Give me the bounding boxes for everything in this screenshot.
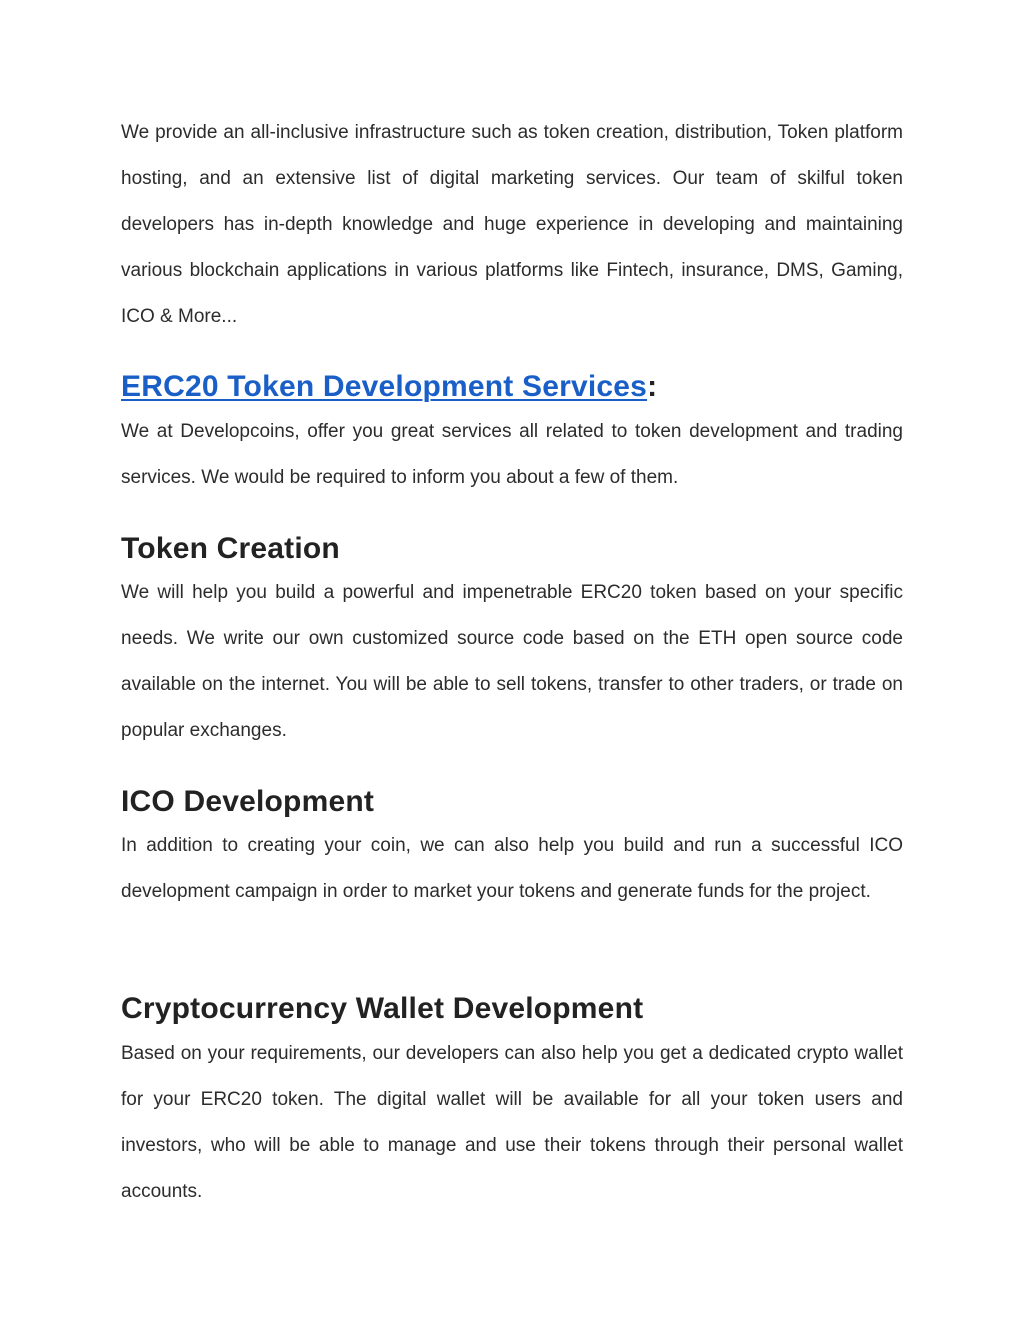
ico-development-heading: ICO Development [121,785,375,818]
erc20-services-paragraph: We at Developcoins, offer you great services all related to token development and trading services. We would be required to inform you about a few of them. [121,421,903,488]
erc20-services-heading [121,369,903,405]
wallet-development-paragraph: Based on your requirements, our developers can also help you get a dedicated crypto wallet for your ERC20 token. The digital wallet will be available for all your token users and investors, who will be able to manage and use their tokens through their personal wallet accounts. [121,1043,903,1202]
ico-development-paragraph: In addition to creating your coin, we can also help you build and run a successful ICO development campaign in order to market your tokens and generate funds for the project. [121,835,903,902]
heading-colon: : [647,370,658,403]
intro-paragraph: We provide an all-inclusive infrastructure such as token creation, distribution, Token platform hosting, and an extensive list of digital marketing services. Our team of skilful token developers has in-depth knowledge and huge experience in developing and maintaining various blockchain applications in various platforms like Fintech, insurance, DMS, Gaming, ICO & More... [121,122,903,327]
erc20-services-link[interactable]: ERC20 Token Development Services [121,370,648,403]
token-creation-paragraph: We will help you build a powerful and impenetrable ERC20 token based on your specific needs. We write our own customized source code based on the ETH open source code available on the internet. You will be able to sell tokens, transfer to other traders, or trade on popular exchanges. [121,582,903,741]
wallet-development-heading: Cryptocurrency Wallet Development [121,992,644,1025]
token-creation-heading: Token Creation [121,532,340,565]
